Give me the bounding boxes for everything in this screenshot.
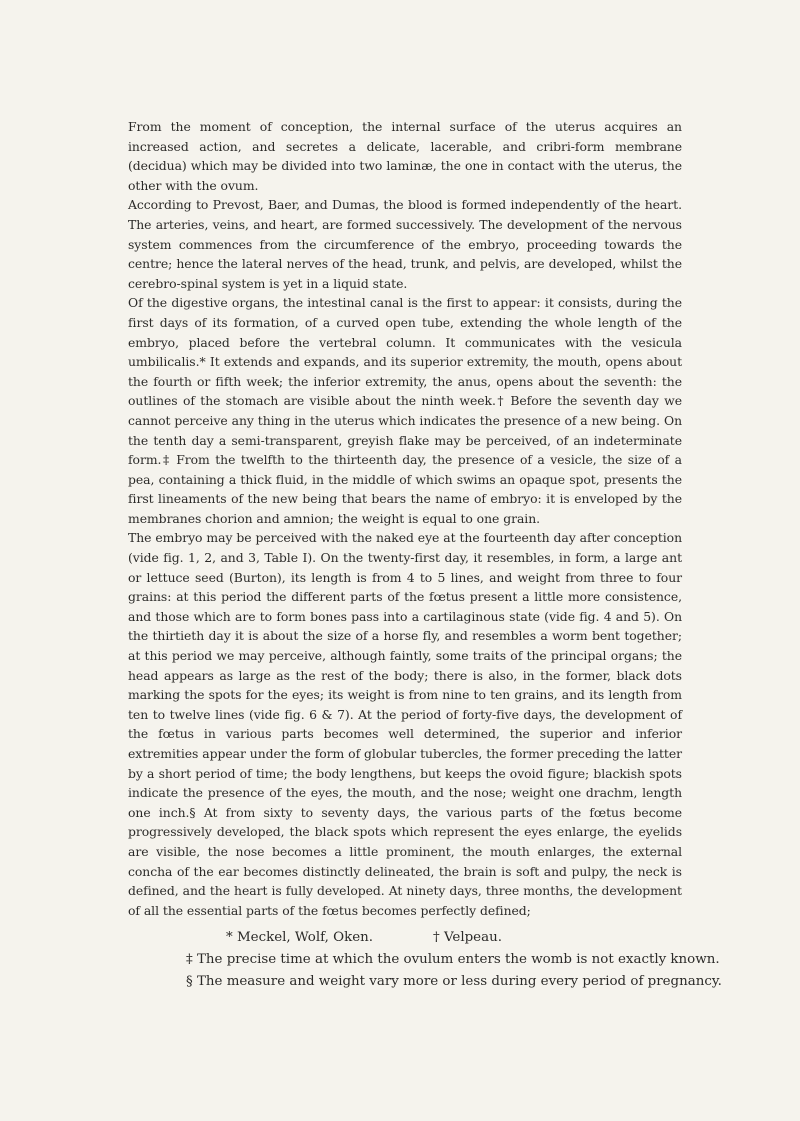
paragraph-embryo-growth: The embryo may be perceived with the naked eye at the fourteenth day after conception (vide fig. 1, 2, and 3, Table I). On the twenty-first day, it resembles, in form, a large ant or lettuce seed (Burton), its length is from 4 to 5 lines, and weight from three to four grains: at this period the different parts of the fœtus present a little more consistence, and those which are to form bones pass into a cartilaginous state (vide fig. 4 and 5). On the thirtieth day it is about the size of a horse fly, and resembles a worm bent together; at this period we may perceive, although faintly, some traits of the principal organs; the head appears as large as the rest of the body; there is also, in the former, black dots marking the spots for the eyes; its weight is from nine to ten grains, and its length from ten to twelve lines (vide fig. 6 & 7). At the period of forty-five days, the development of the fœtus in various parts becomes well determined, the superior and inferior extremities appear under the form of globular tubercles, the former preceding the latter by a short period of time; the body lengthens, but keeps the ovoid figure; blackish spots indicate the presence of the eyes, the mouth, and the nose; weight one drachm, length one inch.§ At from sixty to seventy days, the various parts of the fœtus become progressively developed, the black spots which represent the eyes enlarge, the eyelids are visible, the nose becomes a little prominent, the mouth enlarges, the external concha of the ear becomes distinctly delineated, the brain is soft and pulpy, the neck is defined, and the heart is fully developed. At ninety days, three months, the development of all the essential parts of the fœtus becomes perfectly defined; xyxy=(128,530,682,918)
paragraph-decidua: From the moment of conception, the internal surface of the uterus acquires an increased action, and secretes a delicate, lacerable, and cribri-form membrane (decidua) which may be divided into two laminæ, the one in contact with the uterus, the other with the ovum. xyxy=(128,119,682,193)
paragraph-digestive-organs: Of the digestive organs, the intestinal canal is the first to appear: it consists, during the first days of its formation, of a curved open tube, extending the whole length of the embryo, placed before the vertebral column. It communicates with the vesicula umbilicalis.* It extends and expands, and its superior extremity, the mouth, opens about the fourth or fifth week; the inferior extremity, the anus, opens about the seventh: the outlines of the stomach are visible about the ninth week.† Before the seventh day we cannot perceive any thing in the uterus which indicates the presence of a new being. On the tenth day a semi-transparent, greyish flake may be perceived, of an indeterminate form.‡ From the twelfth to the thirteenth day, the presence of a vesicle, the size of a pea, containing a thick fluid, in the middle of which swims an opaque spot, presents the first lineaments of the new being that bears the name of embryo: it is enveloped by the membranes chorion and amnion; the weight is equal to one grain. xyxy=(128,295,682,526)
footnote-star: * Meckel, Wolf, Oken. xyxy=(226,930,374,945)
footnotes xyxy=(186,927,726,993)
paragraph-blood-formation: According to Prevost, Baer, and Dumas, the blood is formed independently of the heart. The arteries, veins, and heart, are formed successively. The development of the nervous system commences from the circumference of the embryo, proceeding towards the centre; hence the lateral nerves of the head, trunk, and pelvis, are developed, whilst the cerebro-spinal system is yet in a liquid state. xyxy=(128,197,682,291)
footnote-dagger: † Velpeau. xyxy=(433,930,502,945)
footnote-ddagger: ‡ The precise time at which the ovulum enters the womb is not exactly known. xyxy=(186,952,720,967)
body-text xyxy=(128,117,682,920)
footnote-section: § The measure and weight vary more or less during every period of pregnancy. xyxy=(186,974,722,989)
footnote-row-1 xyxy=(186,927,726,949)
